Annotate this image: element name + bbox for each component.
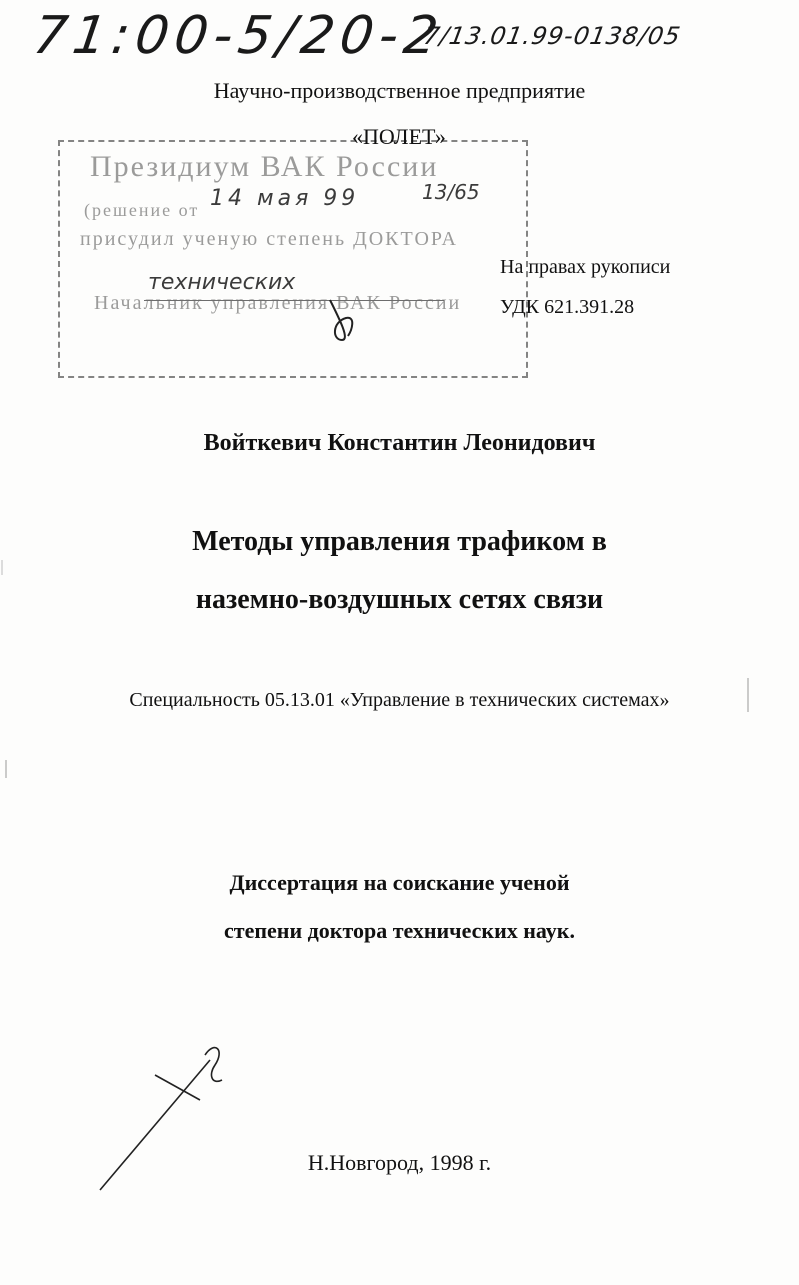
handwritten-registration-number: 7/13.01.99-0138/05 (421, 22, 684, 50)
title-line-1: Методы управления трафиком в (192, 526, 607, 557)
title-line-2: наземно-воздушных сетях связи (195, 584, 604, 615)
stamp-field-underline (144, 300, 444, 301)
udc-code: УДК 621.391.28 (500, 296, 635, 318)
pen-mark-cross (155, 1048, 222, 1100)
stamp-line-degree: присудил ученую степень ДОКТОРА (80, 228, 458, 250)
stamp-handwritten-date: 14 мая 99 (210, 186, 360, 211)
manuscript-rights: На правах рукописи (500, 256, 671, 278)
organization-type: Научно-производственное предприятие (213, 78, 586, 103)
stamp-line-presidium: Президиум ВАК России (90, 150, 439, 183)
specialty: Специальность 05.13.01 «Управление в технических системах» (129, 689, 670, 711)
handwritten-archive-code: 71:00-5/20-2 (29, 6, 448, 66)
vak-approval-stamp (58, 140, 528, 378)
stamp-handwritten-field: технических (148, 270, 296, 295)
dissertation-line-2: степени доктора технических наук. (224, 918, 575, 943)
stamp-line-head: Начальник управления ВАК России (94, 292, 462, 314)
dissertation-line-1: Диссертация на соискание ученой (229, 870, 570, 895)
stamp-handwritten-number: 13/65 (422, 180, 480, 204)
stamp-line-decision: (решение от (84, 200, 200, 220)
place-year: Н.Новгород, 1998 г. (307, 1150, 492, 1175)
organization-name: «ПОЛЕТ» (352, 124, 446, 149)
author-name: Войткевич Константин Леонидович (203, 430, 596, 456)
